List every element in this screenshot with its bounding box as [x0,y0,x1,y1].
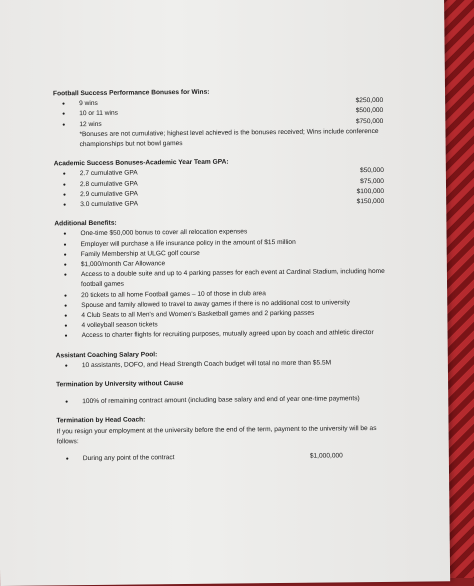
gpa-label: • 2.8 cumulative GPA [79,180,138,188]
termination-coach-text: If you resign your employment at the university before the end of the term, payment to the university will be as follows: [56,424,377,446]
gpa-amount: $50,000 [359,167,384,175]
academic-bonus-heading: Academic Success Bonuses-Academic Year Team GPA: [53,158,229,168]
termination-university-heading: Termination by University without Cause [56,380,184,389]
bonus-label: • 12 wins [79,120,102,128]
benefit-item: • 4 volleyball season tickets [55,318,385,332]
benefit-item: • Employer will purchase a life insurance policy in the amount of $15 million [55,237,385,251]
bonus-note: *Bonuses are not cumulative; highest level achieved is the bonuses received; Wins include conference championships but not bowl games [79,127,379,149]
bonus-label: • 9 wins [79,100,98,108]
termination-university-item: • 100% of remaining contract amount (including base salary and end of year one-time payments) [56,394,386,408]
termination-university-section [56,377,386,408]
termination-coach-section [56,413,386,464]
gpa-label: • 2.7 cumulative GPA [79,169,138,178]
benefits-heading: Additional Benefits: [54,219,117,228]
benefit-item: • 4 Club Seats to all Men's and Women's Basketball games and 2 parking passes [55,308,385,322]
assistant-salary-heading: Assistant Coaching Salary Pool: [55,350,158,360]
benefit-item: • 20 tickets to all home Football games – 10 of those in club area [55,288,385,302]
termination-label: • During any point of the contract [82,454,175,463]
football-bonus-section [53,86,384,151]
benefit-item: • $1,000/month Car Allowance [55,257,385,271]
assistant-salary-section [56,348,386,372]
gpa-amount: $75,000 [360,177,384,185]
academic-bonus-section [54,156,385,210]
bonus-amount: $250,000 [355,97,384,105]
benefit-item: • Family Membership at ULGC golf course [55,247,385,261]
benefit-item: • One-time $50,000 bonus to cover all relocation expenses [54,226,384,240]
bonus-amount: $750,000 [355,117,384,125]
termination-amount: $1,000,000 [309,452,343,460]
gpa-label: • 2.9 cumulative GPA [80,190,138,198]
bonus-amount: $500,000 [355,107,384,115]
benefits-section [54,216,385,342]
termination-coach-heading: Termination by Head Coach: [56,416,146,425]
benefit-item: • Spouse and family allowed to travel to away games if there is no additional cost to university [55,298,385,312]
benefit-item: • Access to charter flights for recruiting purposes, mutually agreed upon by coach and athletic director [56,328,386,342]
academic-bonus-item [54,197,384,211]
gpa-amount: $150,000 [356,197,385,206]
document-content [53,86,387,474]
termination-coach-item [57,451,387,465]
assistant-salary-item: • 10 assistants, DOFO, and Head Strength Coach budget will total no more than $5.5M [56,358,386,372]
football-bonus-heading: Football Success Performance Bonuses for Wins: [52,88,210,98]
gpa-label: • 3.0 cumulative GPA [80,200,139,209]
benefit-item: • Access to a double suite and up to 4 parking passes for each event at Cardinal Stadium, including home football games [55,267,385,291]
bonus-label: • 10 or 11 wins [79,110,119,118]
gpa-amount: $100,000 [356,187,385,196]
